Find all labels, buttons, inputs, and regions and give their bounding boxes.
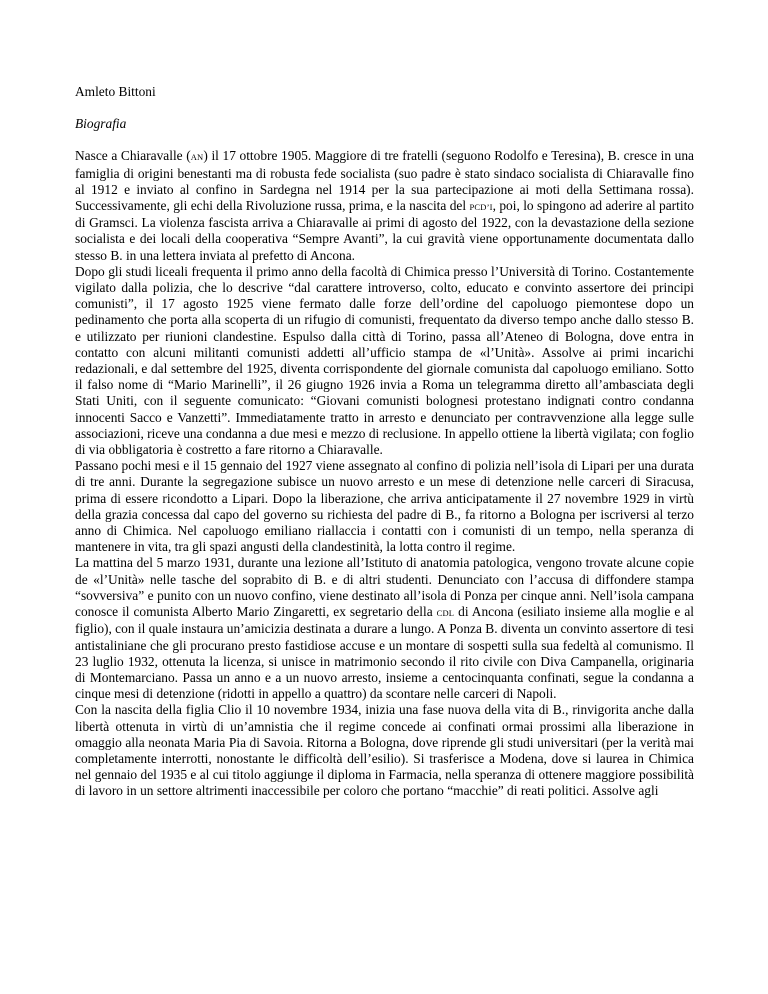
text-segment: Passano pochi mesi e il 15 gennaio del 1927 viene assegnato al confino di polizia nell’isola di Lipari per una durata di tre anni. Durante la segregazione subisce un nuovo arresto e un mese di detenzione nelle carceri di Siracusa, prima di essere ricondotto a Lipari. Dopo la liberazione, che arriva anticipatamente il 27 novembre 1929 in virtù della grazia concessa dal capo del governo su richiesta del padre di B., fa ritorno a Bologna per iscriversi al terzo anno di Chimica. Nel capoluogo emiliano riallaccia i contatti con i comunisti di un tempo, nella speranza di mantenere in vita, tra gli spazi angusti della clandestinità, la lotta contro il regime.	[75, 458, 694, 555]
text-segment: Dopo gli studi liceali frequenta il primo anno della facoltà di Chimica presso l’Università di Torino. Costantemente vigilato dalla polizia, che lo descrive “dal carattere introverso, colto, educato e convinto assertore dei principi comunisti”, il 17 agosto 1925 viene fermato dalle forze dell’ordine del capoluogo piemontese dopo un pedinamento che porta alla scoperta di un rifugio di comunisti, frequentato da diverso tempo anche dallo stesso B. e utilizzato per riunioni clandestine. Espulso dalla città di Torino, passa all’Ateneo di Bologna, dove entra in contatto con alcuni militanti comunisti addetti all’ufficio stampa de «l’Unità». Assolve ai primi incarichi redazionali, e dal settembre del 1925, diventa corrispondente del giornale comunista dal capoluogo emiliano. Sotto il falso nome di “Mario Marinelli”, il 26 giugno 1926 invia a Roma un telegramma diretto all’ambasciata degli Stati Uniti, con il seguente comunicato: “Giovani comunisti bolognesi protestano indignati contro condanna innocenti Sacco e Vanzetti”. Immediatamente tratto in arresto e denunciato per contravvenzione alla legge sulle associazioni, riceve una condanna a due mesi e mezzo di reclusione. In appello ottiene la libertà vigilata; con foglio di via obbligatoria è costretto a fare ritorno a Chiaravalle.	[75, 263, 694, 458]
text-segment: , poi, lo spingono ad aderire al partito di Gramsci. La violenza fascista arriva a Chiaravalle ai primi di agosto del 1922, con la devastazione della sezione socialista e dei locali della cooperativa “Sempre Avanti”, la cui gravità viene opportunamente documentata dallo stesso B. in una lettera inviata al prefetto di Ancona.	[75, 198, 694, 263]
abbreviation: CDL	[436, 608, 455, 619]
paragraph	[75, 458, 694, 555]
text-segment: Con la nascita della figlia Clio il 10 novembre 1934, inizia una fase nuova della vita di B., rinvigorita anche dalla libertà ottenuta in virtù di un’amnistia che il regime concede ai confinati ormai prossimi alla liberazione in omaggio alla neonata Maria Pia di Savoia. Ritorna a Bologna, dove riprende gli studi universitari (per la verità mai completamente interrotti, nonostante le difficoltà dell’esilio). Si trasferisce a Modena, dove si laurea in Chimica nel gennaio del 1935 e al cui titolo aggiunge il diploma in Farmacia, nella speranza di ottenere maggiore possibilità di lavoro in un settore altrimenti inaccessibile per coloro che portano “macchie” di reati politici. Assolve agli	[75, 702, 694, 799]
abbreviation: AN	[190, 152, 204, 163]
abbreviation: PCD’I	[469, 202, 493, 213]
text-segment: La mattina del 5 marzo 1931, durante una lezione all’Istituto di anatomia patologica, vengono trovate alcune copie de «l’Unità» nelle tasche del soprabito di B. e di altri studenti. Denunciato con l’accusa di diffondere stampa “sovversiva” e punito con un nuovo confino, viene destinato all’isola di Ponza per cinque anni. Nell’isola campana conosce il comunista Alberto Mario Zingaretti, ex segretario della	[75, 555, 694, 620]
paragraph	[75, 555, 694, 702]
document-page	[75, 84, 694, 800]
author-name: Amleto Bittoni	[75, 84, 156, 99]
paragraph	[75, 702, 694, 799]
text-segment: di Ancona (esiliato insieme alla moglie e al figlio), con il quale instaura un’amicizia destinata a durare a lungo. A Ponza B. diventa un convinto assertore di tesi antistaliniane che gli procurano presto fastidiose accuse e un montare di sospetti sulla sua fedeltà al comunismo. Il 23 luglio 1932, ottenuta la licenza, si unisce in matrimonio secondo il rito civile con Diva Campanella, originaria di Montemarciano. Passa un anno e a un nuovo arresto, insieme a centocinquanta confinati, segue la condanna a cinque mesi di detenzione (ridotti in appello a quattro) da scontare nelle carceri di Napoli.	[75, 604, 694, 702]
text-segment: ) il 17 ottobre 1905. Maggiore di tre fratelli (seguono Rodolfo e Teresina), B. cresce in una famiglia di origini benestanti ma di robusta fede socialista (suo padre è stato sindaco socialista di Chiaravalle fino al 1912 e inviato al confino in Sardegna nel 1914 per la sua partecipazione ai moti della Settimana rossa). Successivamente, gli echi della Rivoluzione russa, prima, e la nascita del	[75, 148, 694, 214]
biography-body	[75, 148, 694, 799]
paragraph	[75, 148, 694, 263]
document-subtitle: Biografia	[75, 116, 127, 132]
text-segment: Nasce a Chiaravalle (	[75, 148, 191, 164]
paragraph	[75, 264, 694, 458]
